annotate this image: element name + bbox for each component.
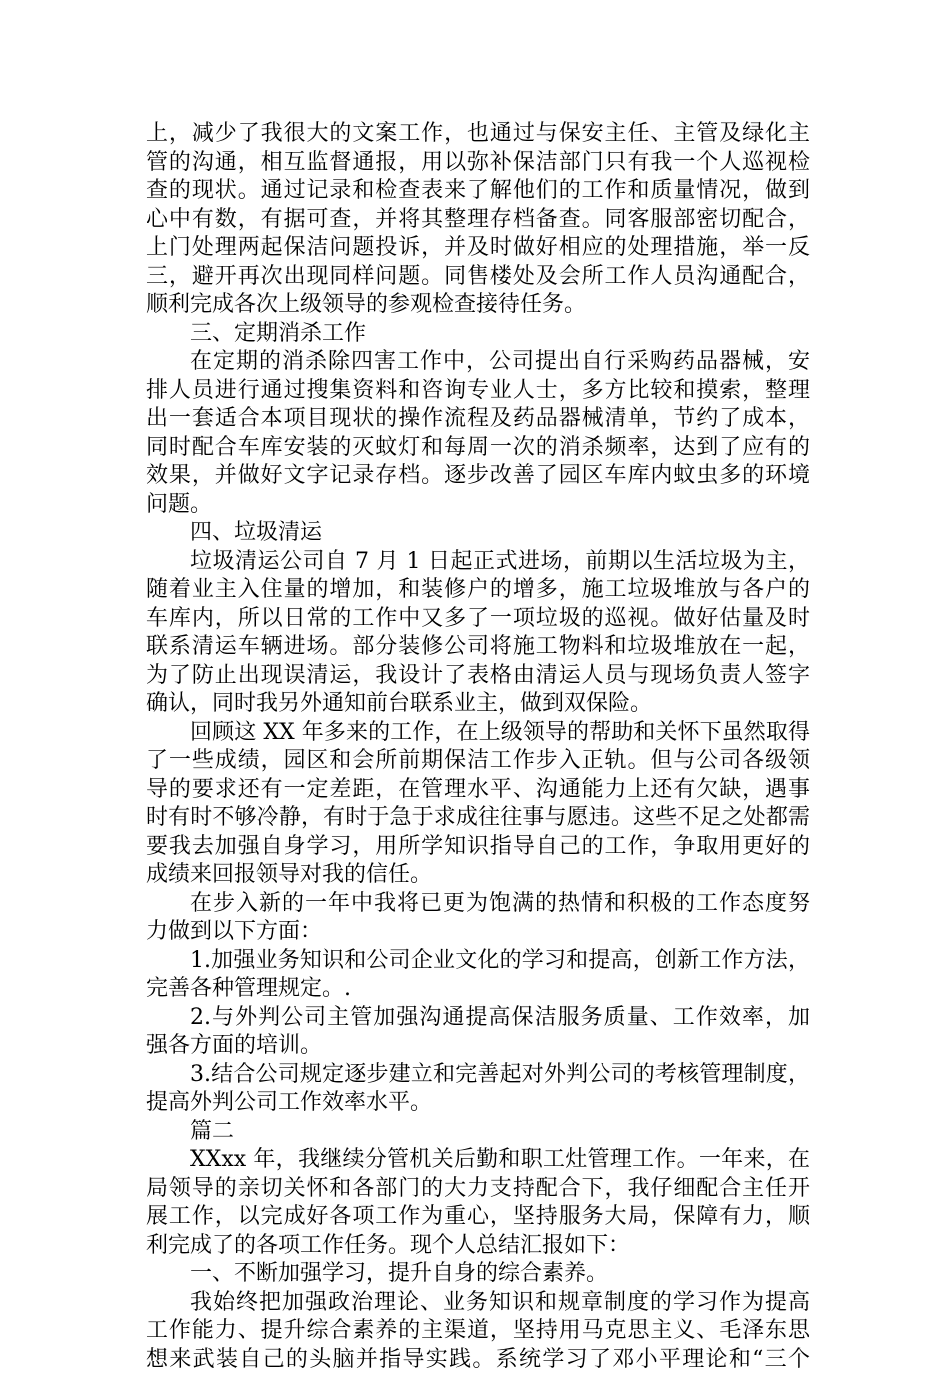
- text-line: 提高外判公司工作效率水平。: [146, 1089, 810, 1118]
- text-line: 同时配合车库安装的灭蚊灯和每周一次的消杀频率，达到了应有的: [146, 434, 810, 463]
- paragraph: [146, 348, 810, 519]
- text-line: 2.与外判公司主管加强沟通提高保洁服务质量、工作效率，加: [146, 1004, 810, 1033]
- text-line: 1.加强业务知识和公司企业文化的学习和提高，创新工作方法，: [146, 947, 810, 976]
- paragraph: [146, 947, 810, 1004]
- text-line: 工作能力、提升综合素养的主渠道，坚持用马克思主义、毛泽东思: [146, 1317, 810, 1346]
- paragraph: [146, 1061, 810, 1118]
- paragraph: [146, 320, 810, 349]
- paragraph: [146, 719, 810, 890]
- text-line: 随着业主入住量的增加，和装修户的增多，施工垃圾堆放与各户的: [146, 576, 810, 605]
- text-line: 3.结合公司规定逐步建立和完善起对外判公司的考核管理制度，: [146, 1061, 810, 1090]
- paragraph: [146, 548, 810, 719]
- text-line: 一、不断加强学习，提升自身的综合素养。: [146, 1260, 810, 1289]
- text-line: 联系清运车辆进场。部分装修公司将施工物料和垃圾堆放在一起，: [146, 633, 810, 662]
- text-line: 排人员进行通过搜集资料和咨询专业人士，多方比较和摸索，整理: [146, 377, 810, 406]
- paragraph: [146, 1004, 810, 1061]
- text-line: 导的要求还有一定差距，在管理水平、沟通能力上还有欠缺，遇事: [146, 776, 810, 805]
- text-line: 确认，同时我另外通知前台联系业主，做到双保险。: [146, 690, 810, 719]
- text-line: 在定期的消杀除四害工作中，公司提出自行采购药品器械，安: [146, 348, 810, 377]
- text-line: 在步入新的一年中我将已更为饱满的热情和积极的工作态度努: [146, 890, 810, 919]
- text-line: 展工作，以完成好各项工作为重心，坚持服务大局，保障有力，顺: [146, 1203, 810, 1232]
- text-line: 时有时不够冷静，有时于急于求成往往事与愿违。这些不足之处都需: [146, 804, 810, 833]
- text-line: 局领导的亲切关怀和各部门的大力支持配合下，我仔细配合主任开: [146, 1175, 810, 1204]
- paragraph: [146, 1146, 810, 1260]
- text-line: 上门处理两起保洁问题投诉，并及时做好相应的处理措施，举一反: [146, 234, 810, 263]
- text-line: 顺利完成各次上级领导的参观检查接待任务。: [146, 291, 810, 320]
- text-line: 完善各种管理规定。.: [146, 975, 810, 1004]
- text-line: 想来武装自己的头脑并指导实践。系统学习了邓小平理论和“三个: [146, 1346, 810, 1374]
- text-line: 回顾这 XX 年多来的工作，在上级领导的帮助和关怀下虽然取得: [146, 719, 810, 748]
- text-line: 强各方面的培训。: [146, 1032, 810, 1061]
- text-line: 垃圾清运公司自 7 月 1 日起正式进场，前期以生活垃圾为主，: [146, 548, 810, 577]
- text-line: 利完成了的各项工作任务。现个人总结汇报如下：: [146, 1232, 810, 1261]
- text-line: 四、垃圾清运: [146, 519, 810, 548]
- text-line: 效果，并做好文字记录存档。逐步改善了园区车库内蚊虫多的环境: [146, 462, 810, 491]
- paragraph: [146, 1118, 810, 1147]
- paragraph: [146, 1260, 810, 1289]
- paragraph: [146, 890, 810, 947]
- text-line: 力做到以下方面：: [146, 918, 810, 947]
- paragraph: [146, 120, 810, 320]
- text-line: 三、定期消杀工作: [146, 320, 810, 349]
- paragraph: [146, 519, 810, 548]
- text-line: 要我去加强自身学习，用所学知识指导自己的工作，争取用更好的: [146, 833, 810, 862]
- text-line: 管的沟通，相互监督通报，用以弥补保洁部门只有我一个人巡视检: [146, 149, 810, 178]
- paragraph: [146, 1289, 810, 1374]
- document-body: [146, 120, 810, 1374]
- text-line: 三，避开再次出现同样问题。同售楼处及会所工作人员沟通配合，: [146, 263, 810, 292]
- text-line: 成绩来回报领导对我的信任。: [146, 861, 810, 890]
- text-line: 为了防止出现误清运，我设计了表格由清运人员与现场负责人签字: [146, 662, 810, 691]
- text-line: 车库内，所以日常的工作中又多了一项垃圾的巡视。做好估量及时: [146, 605, 810, 634]
- text-line: 我始终把加强政治理论、业务知识和规章制度的学习作为提高: [146, 1289, 810, 1318]
- text-line: 出一套适合本项目现状的操作流程及药品器械清单，节约了成本，: [146, 405, 810, 434]
- text-line: XXxx 年，我继续分管机关后勤和职工灶管理工作。一年来，在: [146, 1146, 810, 1175]
- text-line: 上，减少了我很大的文案工作，也通过与保安主任、主管及绿化主: [146, 120, 810, 149]
- text-line: 查的现状。通过记录和检查表来了解他们的工作和质量情况，做到: [146, 177, 810, 206]
- text-line: 篇二: [146, 1118, 810, 1147]
- text-line: 问题。: [146, 491, 810, 520]
- text-line: 了一些成绩，园区和会所前期保洁工作步入正轨。但与公司各级领: [146, 747, 810, 776]
- text-line: 心中有数，有据可查，并将其整理存档备查。同客服部密切配合，: [146, 206, 810, 235]
